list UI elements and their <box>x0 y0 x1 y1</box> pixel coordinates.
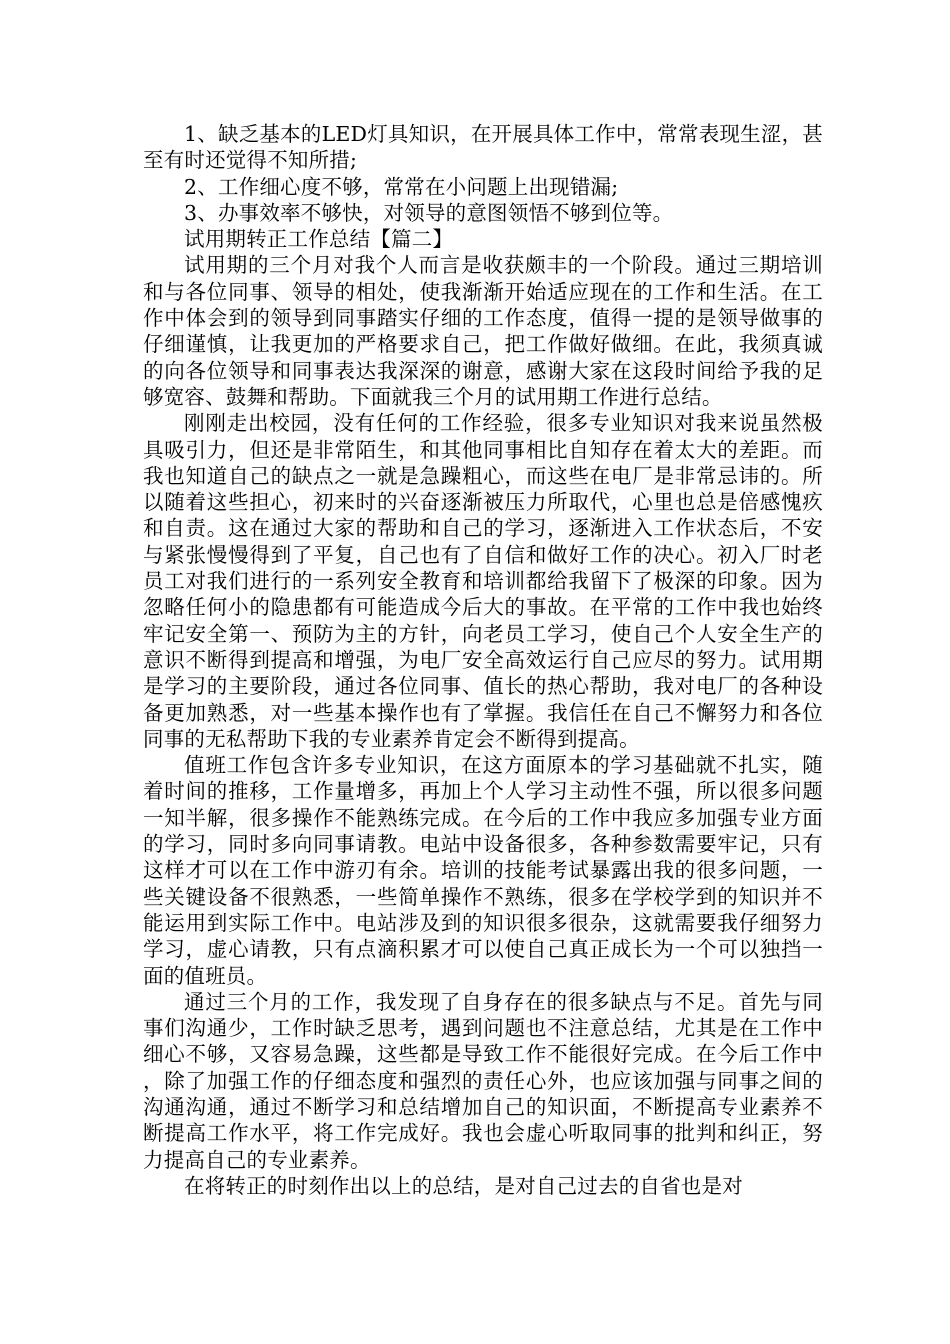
body-paragraph-shortcomings: 通过三个月的工作，我发现了自身存在的很多缺点与不足。首先与同事们沟通少，工作时缺乏思考，遇到问题也不注意总结，尤其是在工作中细心不够，又容易急躁，这些都是导致工作不能很好完成。在今后工作中，除了加强工作的仔细态度和强烈的责任心外，也应该加强与同事之间的沟通沟通，通过不断学习和总结增加自己的知识面，不断提高专业素养不断提高工作水平，将工作完成好。我也会虚心听取同事的批判和纠正，努力提高自己的专业素养。 <box>143 989 823 1172</box>
list-item-1: 1、缺乏基本的LED灯具知识，在开展具体工作中，常常表现生涩，甚至有时还觉得不知所措; <box>143 122 823 173</box>
list-item-3: 3、办事效率不够快，对领导的意图领悟不够到位等。 <box>184 200 674 225</box>
document-body <box>143 121 823 1199</box>
section-heading: 试用期转正工作总结【篇二】 <box>184 227 454 252</box>
list-item-2: 2、工作细心度不够，常常在小问题上出现错漏; <box>184 174 619 199</box>
body-paragraph-intro: 试用期的三个月对我个人而言是收获颇丰的一个阶段。通过三期培训和与各位同事、领导的相处，使我渐渐开始适应现在的工作和生活。在工作中体会到的领导到同事踏实仔细的工作态度，值得一提的是领导做事的仔细谨慎，让我更加的严格要求自己，把工作做好做细。在此，我须真诚的向各位领导和同事表达我深深的谢意，感谢大家在这段时间给予我的足够宽容、鼓舞和帮助。下面就我三个月的试用期工作进行总结。 <box>143 253 823 409</box>
body-paragraph-duty: 值班工作包含许多专业知识，在这方面原本的学习基础就不扎实，随着时间的推移，工作量增多，再加上个人学习主动性不强，所以很多问题一知半解，很多操作不能熟练完成。在今后的工作中我应多加强专业方面的学习，同时多向同事请教。电站中设备很多，各种参数需要牢记，只有这样才可以在工作中游刃有余。培训的技能考试暴露出我的很多问题，一些关键设备不很熟悉，一些简单操作不熟练，很多在学校学到的知识并不能运用到实际工作中。电站涉及到的知识很多很杂，这就需要我仔细努力学习，虚心请教，只有点滴积累才可以使自己真正成长为一个可以独挡一面的值班员。 <box>143 753 823 988</box>
body-paragraph-conclusion: 在将转正的时刻作出以上的总结，是对自己过去的自省也是对 <box>184 1173 743 1198</box>
body-paragraph-experience: 刚刚走出校园，没有任何的工作经验，很多专业知识对我来说虽然极具吸引力，但还是非常陌生，和其他同事相比自知存在着太大的差距。而我也知道自己的缺点之一就是急躁粗心，而这些在电厂是非常忌讳的。所以随着这些担心，初来时的兴奋逐渐被压力所取代，心里也总是倍感愧疚和自责。这在通过大家的帮助和自己的学习，逐渐进入工作状态后，不安与紧张慢慢得到了平复，自己也有了自信和做好工作的决心。初入厂时老员工对我们进行的一系列安全教育和培训都给我留下了极深的印象。因为忽略任何小的隐患都有可能造成今后大的事故。在平常的工作中我也始终牢记安全第一、预防为主的方针，向老员工学习，使自己个人安全生产的意识不断得到提高和增强，为电厂安全高效运行自己应尽的努力。试用期是学习的主要阶段，通过各位同事、值长的热心帮助，我对电厂的各种设备更加熟悉，对一些基本操作也有了掌握。我信任在自己不懈努力和各位同事的无私帮助下我的专业素养肯定会不断得到提高。 <box>143 411 823 751</box>
